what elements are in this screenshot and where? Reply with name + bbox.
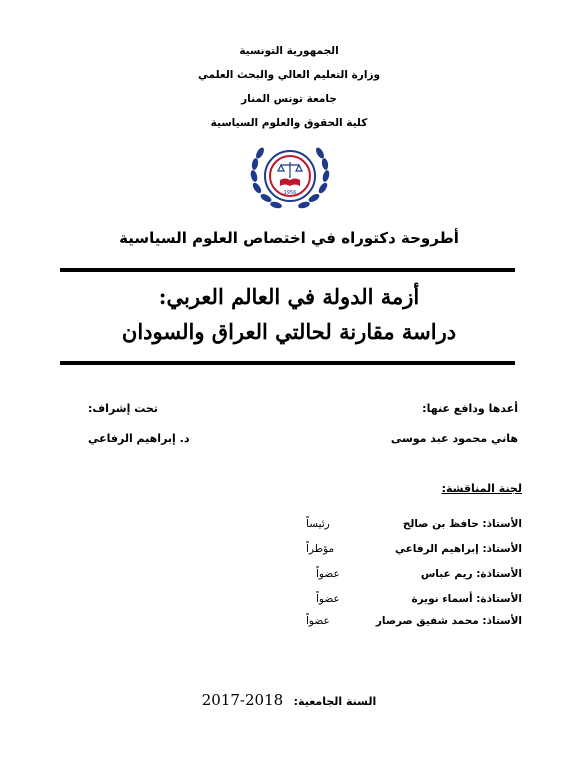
thesis-title-line2: دراسة مقارنة لحالتي العراق والسودان [121, 319, 457, 344]
jury-member [302, 543, 522, 561]
top-divider [60, 268, 515, 272]
jury-member-role: عضواً [306, 615, 330, 627]
jury-title: لجنة المناقشة: [441, 482, 522, 495]
jury-member-role: عضواً [316, 568, 340, 580]
academic-year [0, 691, 578, 709]
jury-member [302, 568, 522, 586]
author-name: هاني محمود عبد موسى [390, 432, 518, 445]
ministry-name: وزارة التعليم العالي والبحث العلمي [197, 69, 381, 81]
supervisor-name: د. إبراهيم الرفاعي [88, 432, 190, 445]
faculty-name: كلية الحقوق والعلوم السياسية [210, 117, 368, 129]
jury-member-name: الأستاذ: إبراهيم الرفاعي [394, 543, 522, 555]
academic-year-label: السنة الجامعية: [293, 695, 377, 708]
thesis-title-line1: أزمة الدولة في العالم العربي: [158, 284, 420, 309]
jury-member-role: رئيساً [306, 518, 330, 530]
university-logo [245, 136, 335, 222]
university-name: جامعة تونس المنار [241, 93, 337, 105]
academic-year-value: 2018-2017 [201, 691, 284, 709]
supervisor-label: تحت إشراف: [88, 402, 158, 415]
jury-member [302, 615, 522, 633]
jury-member [302, 593, 522, 611]
jury-member-role: مؤطراً [306, 543, 335, 555]
jury-member-name: الأستاذ: محمد شفيق صرصار [375, 615, 522, 627]
jury-member-name: الأستاذة: ريم عباس [420, 568, 522, 580]
jury-member-name: الأستاذ: حافظ بن صالح [402, 518, 522, 530]
jury-member [302, 518, 522, 536]
author-label: أعدها ودافع عنها: [422, 402, 518, 415]
logo-year: 1956 [283, 190, 297, 196]
country-name: الجمهورية التونسية [239, 45, 339, 57]
jury-member-role: عضواً [316, 593, 340, 605]
bottom-divider [60, 361, 515, 365]
thesis-type: أطروحة دكتوراه في اختصاص العلوم السياسية [119, 229, 459, 247]
jury-member-name: الأستاذة: أسماء نويرة [411, 593, 522, 605]
